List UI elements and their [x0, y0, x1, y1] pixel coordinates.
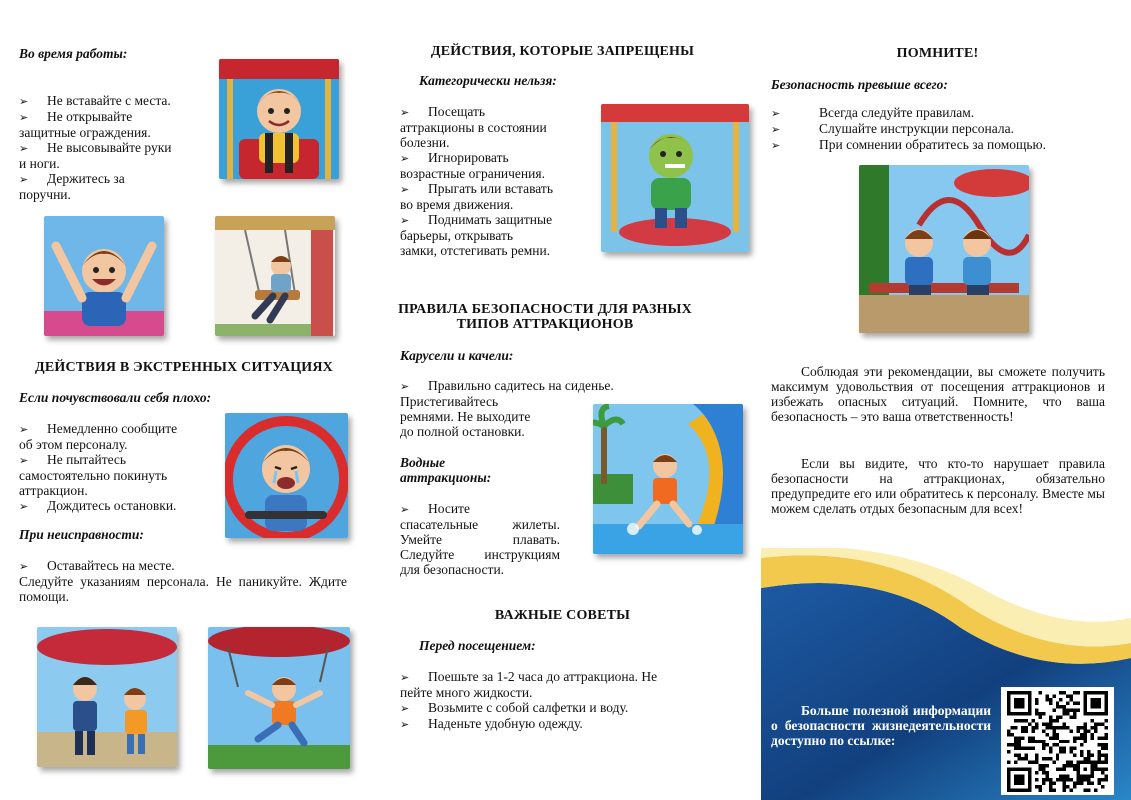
work-list	[19, 93, 199, 202]
list-item-continued: об этом персоналу.	[19, 437, 128, 452]
list-item: ➢Посещать	[400, 104, 590, 120]
list-item: ➢Слушайте инструкции персонала.	[771, 121, 1111, 137]
arrowhead-bullet-icon	[19, 171, 47, 187]
list-item: ➢Носите	[400, 501, 560, 517]
list-item-continued: и ноги.	[19, 156, 60, 171]
list-item: ➢Не пытайтесь	[19, 452, 219, 468]
list-item: ➢Поднимать защитные	[400, 212, 590, 228]
rules-heading	[380, 302, 710, 332]
list-item-continued: ремнями. Не выходите	[400, 409, 531, 424]
list-item: ➢Возьмите с собой салфетки и воду.	[400, 700, 720, 716]
list-item-continued: барьеры, открывать	[400, 228, 514, 243]
arrowhead-bullet-icon	[19, 452, 47, 468]
arrowhead-bullet-icon	[19, 140, 47, 156]
arrowhead-bullet-icon	[19, 558, 47, 574]
list-item-continued: пейте много жидкости.	[400, 685, 533, 700]
boy-on-swing-illustration	[215, 216, 335, 336]
list-item-continued: до полной остановки.	[400, 424, 525, 439]
never-list	[400, 104, 590, 258]
crying-boy-illustration	[225, 413, 348, 538]
list-item: ➢Держитесь за	[19, 171, 199, 187]
water-title	[400, 455, 491, 485]
forbidden-heading: ДЕЙСТВИЯ, КОТОРЫЕ ЗАПРЕЩЕНЫ	[430, 44, 695, 59]
list-item-continued: для безопасности.	[400, 562, 505, 577]
list-item: ➢Правильно садитесь на сиденье.	[400, 378, 660, 394]
arrowhead-bullet-icon	[400, 212, 428, 228]
list-item-continued: поручни.	[19, 187, 71, 202]
water-title-line: аттракционы:	[400, 470, 492, 485]
list-item-continued: Пристегивайтесь	[400, 394, 499, 409]
water-list	[400, 501, 560, 577]
unwell-list	[19, 421, 219, 514]
list-item-continued: спасательные жилеты.	[400, 517, 560, 532]
report-violation-paragraph: Если вы видите, что кто-то нарушает правила безопасности на аттракционах, обязательно предупредите его или обратитесь к персоналу. Вместе мы можем сделать отдых безопасным для всех!	[771, 456, 1105, 516]
safety-list	[771, 105, 1111, 153]
before-title: Перед посещением:	[419, 638, 536, 653]
arrowhead-bullet-icon	[400, 378, 428, 394]
list-item: ➢Всегда следуйте правилам.	[771, 105, 1111, 121]
safety-title: Безопасность превыше всего:	[771, 77, 948, 92]
list-item-continued: аттракцион.	[19, 483, 88, 498]
malfunction-text: Следуйте указаниям персонала. Не паникуйте. Ждите помощи.	[19, 574, 347, 604]
arrowhead-bullet-icon	[19, 498, 47, 514]
list-item: ➢Не высовывайте руки	[19, 140, 199, 156]
arrowhead-bullet-icon	[400, 501, 428, 517]
malfunction-block	[19, 558, 347, 604]
more-info-text: Больше полезной информации о безопасности жизнедеятельности доступно по ссылке:	[771, 703, 991, 748]
arrowhead-bullet-icon	[19, 93, 47, 109]
list-item: ➢Не вставайте с места.	[19, 93, 199, 109]
arrowhead-bullet-icon	[19, 109, 47, 125]
list-item: ➢Дождитесь остановки.	[19, 498, 219, 514]
arrowhead-bullet-icon	[400, 181, 428, 197]
work-title: Во время работы:	[19, 46, 128, 61]
list-item: ➢Оставайтесь на месте.	[19, 558, 347, 574]
list-item-continued: Умейте плавать.	[400, 532, 560, 547]
arrowhead-bullet-icon	[19, 421, 47, 437]
qr-code-icon[interactable]	[1001, 687, 1114, 795]
list-item: ➢Не открывайте	[19, 109, 199, 125]
list-item: ➢Игнорировать	[400, 150, 590, 166]
list-item: ➢При сомнении обратитесь за помощью.	[771, 137, 1111, 153]
water-title-line: Водные	[400, 455, 446, 470]
arrowhead-bullet-icon	[771, 137, 819, 153]
never-title: Категорически нельзя:	[419, 73, 557, 88]
arrowhead-bullet-icon	[400, 669, 428, 685]
arrowhead-bullet-icon	[400, 104, 428, 120]
list-item-continued: Следуйте инструкциям	[400, 547, 560, 562]
unwell-title: Если почувствовали себя плохо:	[19, 390, 212, 405]
tips-heading: ВАЖНЫЕ СОВЕТЫ	[494, 608, 631, 623]
list-item-continued: возрастные ограничения.	[400, 166, 545, 181]
list-item: ➢Поешьте за 1-2 часа до аттракциона. Не	[400, 669, 720, 685]
sick-boy-on-ride-illustration	[601, 104, 749, 252]
rules-heading-line: ПРАВИЛА БЕЗОПАСНОСТИ ДЛЯ РАЗНЫХ	[398, 302, 692, 317]
emergency-heading: ДЕЙСТВИЯ В ЭКСТРЕННЫХ СИТУАЦИЯХ	[34, 360, 333, 375]
list-item-continued: защитные ограждения.	[19, 125, 151, 140]
boy-arms-up-illustration	[44, 216, 164, 336]
malfunction-title: При неисправности:	[19, 527, 144, 542]
list-item-continued: болезни.	[400, 135, 450, 150]
before-list	[400, 669, 720, 732]
rules-heading-line: ТИПОВ АТТРАКЦИОНОВ	[456, 317, 634, 332]
arrowhead-bullet-icon	[400, 700, 428, 716]
remember-heading: ПОМНИТЕ!	[896, 46, 979, 61]
conclusion-paragraph: Соблюдая эти рекомендации, вы сможете получить максимум удовольствия от посещения аттракционов и избежать опасных ситуаций. Помните, что ваша безопасность – это ваша ответственность!	[771, 364, 1105, 424]
arrowhead-bullet-icon	[771, 105, 819, 121]
list-item-continued: самостоятельно покинуть	[19, 468, 168, 483]
operator-and-boy-illustration	[37, 627, 177, 767]
arrowhead-bullet-icon	[771, 121, 819, 137]
carousel-title: Карусели и качели:	[400, 348, 514, 363]
list-item-continued: во время движения.	[400, 197, 514, 212]
boy-water-slide-illustration	[593, 404, 743, 554]
arrowhead-bullet-icon	[400, 716, 428, 732]
boy-jumping-swing-illustration	[208, 627, 350, 769]
list-item: ➢Немедленно сообщите	[19, 421, 219, 437]
list-item: ➢Наденьте удобную одежду.	[400, 716, 720, 732]
list-item-continued: аттракционы в состоянии	[400, 120, 547, 135]
list-item: ➢Прыгать или вставать	[400, 181, 590, 197]
arrowhead-bullet-icon	[400, 150, 428, 166]
boy-seated-ride-illustration	[219, 59, 339, 179]
list-item-continued: замки, отстегивать ремни.	[400, 243, 551, 258]
two-boys-on-bench-illustration	[859, 165, 1029, 333]
